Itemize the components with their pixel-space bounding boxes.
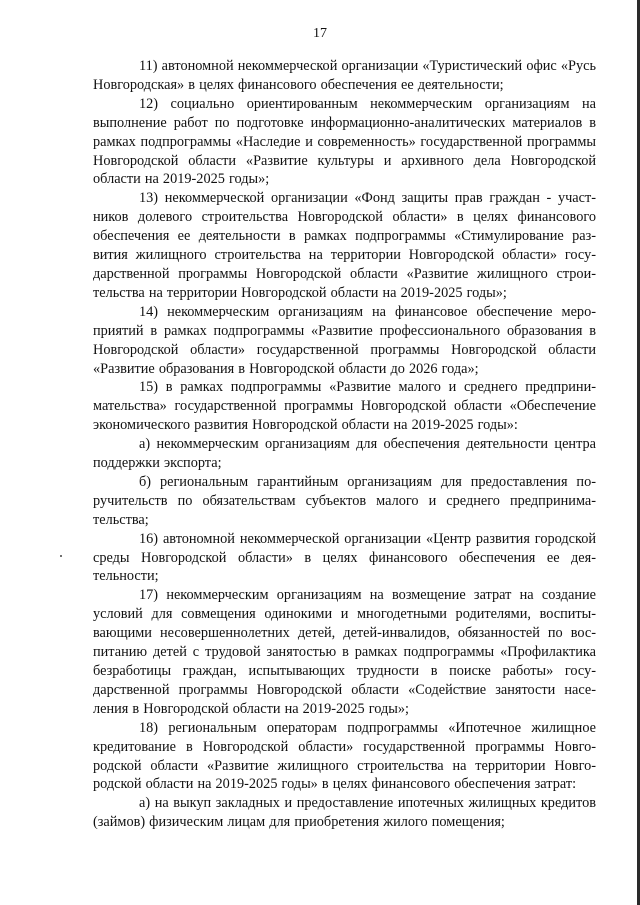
paragraph-item-14: 14) некоммерческим организациям на финансовое обеспечение мероприятий в рамках подпрограммы «Развитие профессионального образования в Новгородской области» государственной программы Новгородской области «Развитие образования в Новгородской области до 2026 года»; bbox=[93, 303, 596, 377]
paragraph-item-17: 17) некоммерческим организациям на возмещение затрат на создание условий для совмещения одинокими и многодетными родителями, воспитывающими несовершеннолетних детей, детей-инвалидов, обязанностей по воспитанию детей с трудовой занятостью в рамках подпрограммы «Профилактика безработицы граждан, испытывающих трудности в поиске работы» государственной программы Новгородской области «Содействие занятости населения в Новгородской области на 2019-2025 годы»; bbox=[93, 587, 596, 717]
page-number: 17 bbox=[313, 26, 327, 41]
paragraph-item-13: 13) некоммерческой организации «Фонд защиты прав граждан - участников долевого строительства Новгородской области» в целях финансового обеспечения ее деятельности в рамках подпрограммы «Стимулирование развития жилищного строительства на территории Новгородской области» государственной программы Новгородской области «Развитие жилищного строительства на территории Новгородской области на 2019-2025 годы»; bbox=[93, 190, 596, 301]
paragraph-item-11: 11) автономной некоммерческой организации «Туристический офис «Русь Новгородская» в целях финансового обеспечения ее деятельности; bbox=[93, 58, 596, 93]
document-body bbox=[93, 57, 596, 832]
paragraph-subitem-15a: а) некоммерческим организациям для обеспечения деятельности центра поддержки экспорта; bbox=[93, 436, 596, 472]
paragraph-item-16: 16) автономной некоммерческой организации «Центр развития городской среды Новгородской области» в целях финансового обеспечения ее деятельности; bbox=[93, 530, 596, 585]
paragraph-item-12: 12) социально ориентированным некоммерческим организациям на выполнение работ по подготовке информационно-аналитических материалов в рамках подпрограммы «Наследие и современность» государственной программы Новгородской области «Развитие культуры и архивного дела Новгородской области на 2019-2025 годы»; bbox=[93, 95, 596, 188]
paragraph-item-18: 18) региональным операторам подпрограммы «Ипотечное жилищное кредитование в Новгородской области» государственной программы Новгородской области «Развитие жилищного строительства на территории Новгородской области на 2019-2025 годы» в целях финансового обеспечения затрат: bbox=[93, 719, 596, 793]
paragraph-subitem-15b: б) региональным гарантийным организациям для предоставления поручительств по обязательствам субъектов малого и среднего предпринимательства; bbox=[93, 473, 596, 528]
paragraph-item-15: 15) в рамках подпрограммы «Развитие малого и среднего предпринимательства» государственной программы Новгородской области «Обеспечение экономического развития Новгородской области на 2019-2025 годы»: bbox=[93, 379, 596, 434]
scan-artifact-dot bbox=[60, 555, 62, 557]
paragraph-subitem-18a: а) на выкуп закладных и предоставление ипотечных жилищных кредитов (займов) физическим лицам для приобретения жилого помещения; bbox=[93, 795, 596, 831]
